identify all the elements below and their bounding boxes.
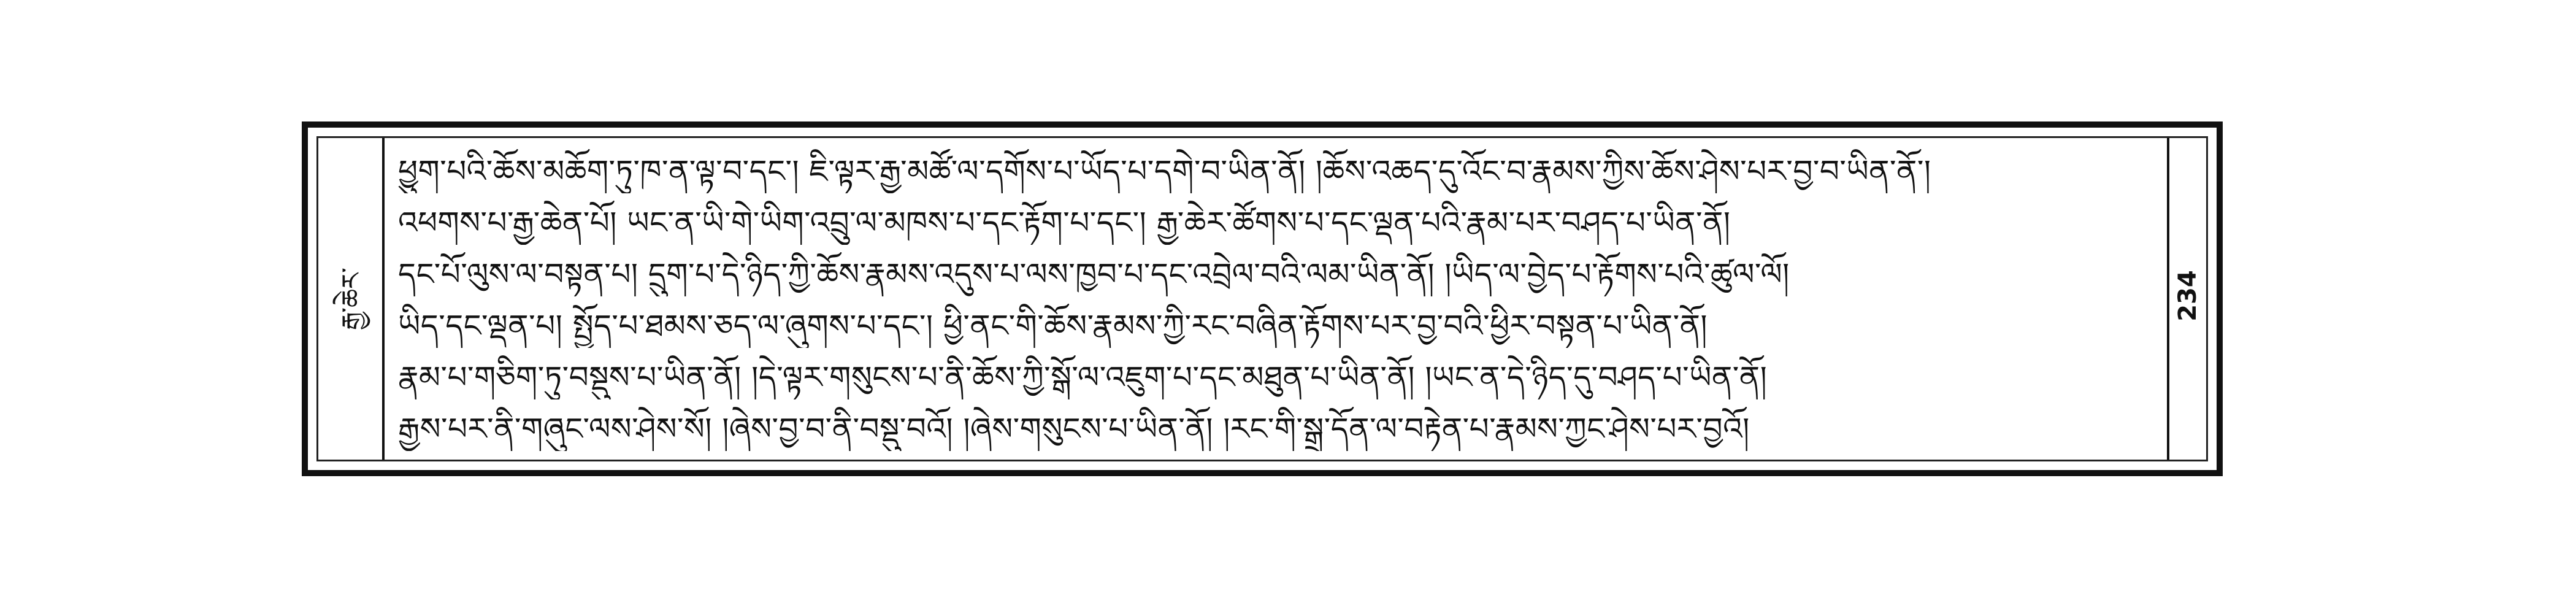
text-line-5: རྣམ་པ་གཅིག་ཏུ་བསྡུས་པ་ཡིན་ནོ། །དེ་ལྟར་གསུངས་པ་ནི་ཆོས་ཀྱི་སྒོ་ལ་འཇུག་པ་དང་མཐུན་པ་ཡིན་ནོ། །ཡང་ན་དེ་ཉིད་དུ་བཤད་པ་ཡིན་ནོ། [398,360,1768,395]
text-line-1: ཕྱུག་པའི་ཆོས་མཆོག་ཏུ་ཁ་ན་ལྟ་བ་དང་། ཇི་ལྟར་རྒྱ་མཚོ་ལ་དགོས་པ་ཡོད་པ་དགེ་བ་ཡིན་ནོ། །ཆོས་འཆད་དུ་འོང་བ་རྣམས་ཀྱིས་ཆོས་ཤེས་པར་བྱ་བ་ཡིན་ནོ་། [398,153,1931,189]
text-line-2: འཕགས་པ་རྒྱ་ཆེན་པོ། ཡང་ན་ཡི་གེ་ཡིག་འབྲུ་ལ་མཁས་པ་དང་རྟོག་པ་དང་། རྒྱ་ཆེར་ཚོགས་པ་དང་ལྡན་པའི་རྣམ་པར་བཤད་པ་ཡིན་ནོ། [398,205,1731,241]
text-line-3: དང་པོ་ལུས་ལ་བསྟན་པ། དྲུག་པ་དེ་ཉིད་ཀྱི་ཆོས་རྣམས་འདུས་པ་ལས་ཁྱབ་པ་དང་འབྲེལ་བའི་ལམ་ཡིན་ནོ། །ཡིད་ལ་བྱེད་པ་རྟོགས་པའི་ཚུལ་ལོ། [398,256,1790,292]
margin-title: རྒྱ་ཆེར་ [336,267,366,331]
folio-text-area [398,144,2155,453]
right-margin [2167,138,2206,460]
page-number: 234 [2174,270,2202,322]
left-margin [318,138,385,460]
pecha-folio [302,121,2223,476]
text-line-4: ཡིད་དང་ལྡན་པ། སྤྱོད་པ་ཐམས་ཅད་ལ་ཞུགས་པ་དང་། ཕྱི་ནང་གི་ཆོས་རྣམས་ཀྱི་རང་བཞིན་རྟོགས་པར་བྱ་བའི་ཕྱིར་བསྟན་པ་ཡིན་ནོ། [398,308,1708,344]
inner-frame [316,136,2208,461]
text-line-6: རྒྱས་པར་ནི་གཞུང་ལས་ཤེས་སོ། །ཞེས་བྱ་བ་ནི་བསྡུ་བའོ། །ཞེས་གསུངས་པ་ཡིན་ནོ། །རང་གི་སྒྲ་དོན་ལ་བརྟེན་པ་རྣམས་ཀྱང་ཤེས་པར་བྱའོ། [398,411,1750,447]
